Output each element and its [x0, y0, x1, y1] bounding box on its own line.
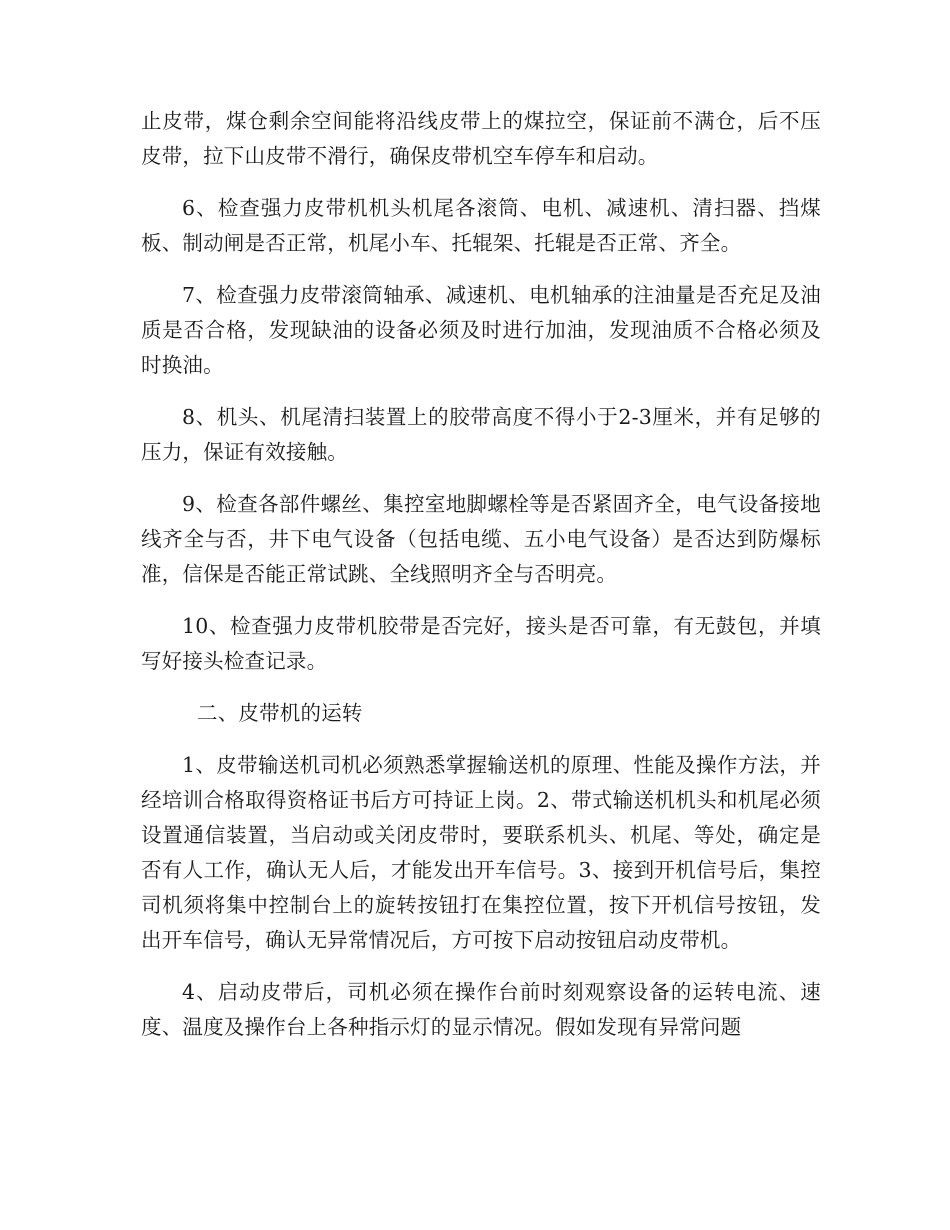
document-body [141, 104, 821, 1062]
paragraph-item-6: 6、检查强力皮带机机头机尾各滚筒、电机、减速机、清扫器、挡煤板、制动闸是否正常，机尾小车、托辊架、托辊是否正常、齐全。 [141, 196, 821, 255]
paragraph-run-4: 4、启动皮带后，司机必须在操作台前时刻观察设备的运转电流、速度、温度及操作台上各种指示灯的显示情况。假如发现有异常问题 [141, 980, 821, 1039]
paragraph-continued: 止皮带，煤仓剩余空间能将沿线皮带上的煤拉空，保证前不满仓，后不压皮带，拉下山皮带不滑行，确保皮带机空车停车和启动。 [141, 109, 821, 168]
paragraph-run-1: 1、皮带输送机司机必须熟悉掌握输送机的原理、性能及操作方法，并经培训合格取得资格证书后方可持证上岗。2、带式输送机机头和机尾必须设置通信装置，当启动或关闭皮带时，要联系机头、机尾、等处，确定是否有人工作，确认无人后，才能发出开车信号。3、接到开机信号后，集控司机须将集中控制台上的旋转按钮打在集控位置，按下开机信号按钮，发出开车信号，确认无异常情况后，方可按下启动按钮启动皮带机。 [141, 753, 821, 952]
paragraph-item-7: 7、检查强力皮带滚筒轴承、减速机、电机轴承的注油量是否充足及油质是否合格，发现缺油的设备必须及时进行加油，发现油质不合格必须及时换油。 [141, 283, 821, 377]
section-heading: 二、皮带机的运转 [197, 701, 363, 725]
paragraph-item-10: 10、检查强力皮带机胶带是否完好，接头是否可靠，有无鼓包，并填写好接头检查记录。 [141, 614, 821, 673]
paragraph-item-8: 8、机头、机尾清扫装置上的胶带高度不得小于2-3厘米，并有足够的压力，保证有效接触。 [141, 405, 821, 464]
paragraph-item-9: 9、检查各部件螺丝、集控室地脚螺栓等是否紧固齐全，电气设备接地线齐全与否，井下电气设备（包括电缆、五小电气设备）是否达到防爆标准，信保是否能正常试跳、全线照明齐全与否明亮。 [141, 492, 821, 586]
